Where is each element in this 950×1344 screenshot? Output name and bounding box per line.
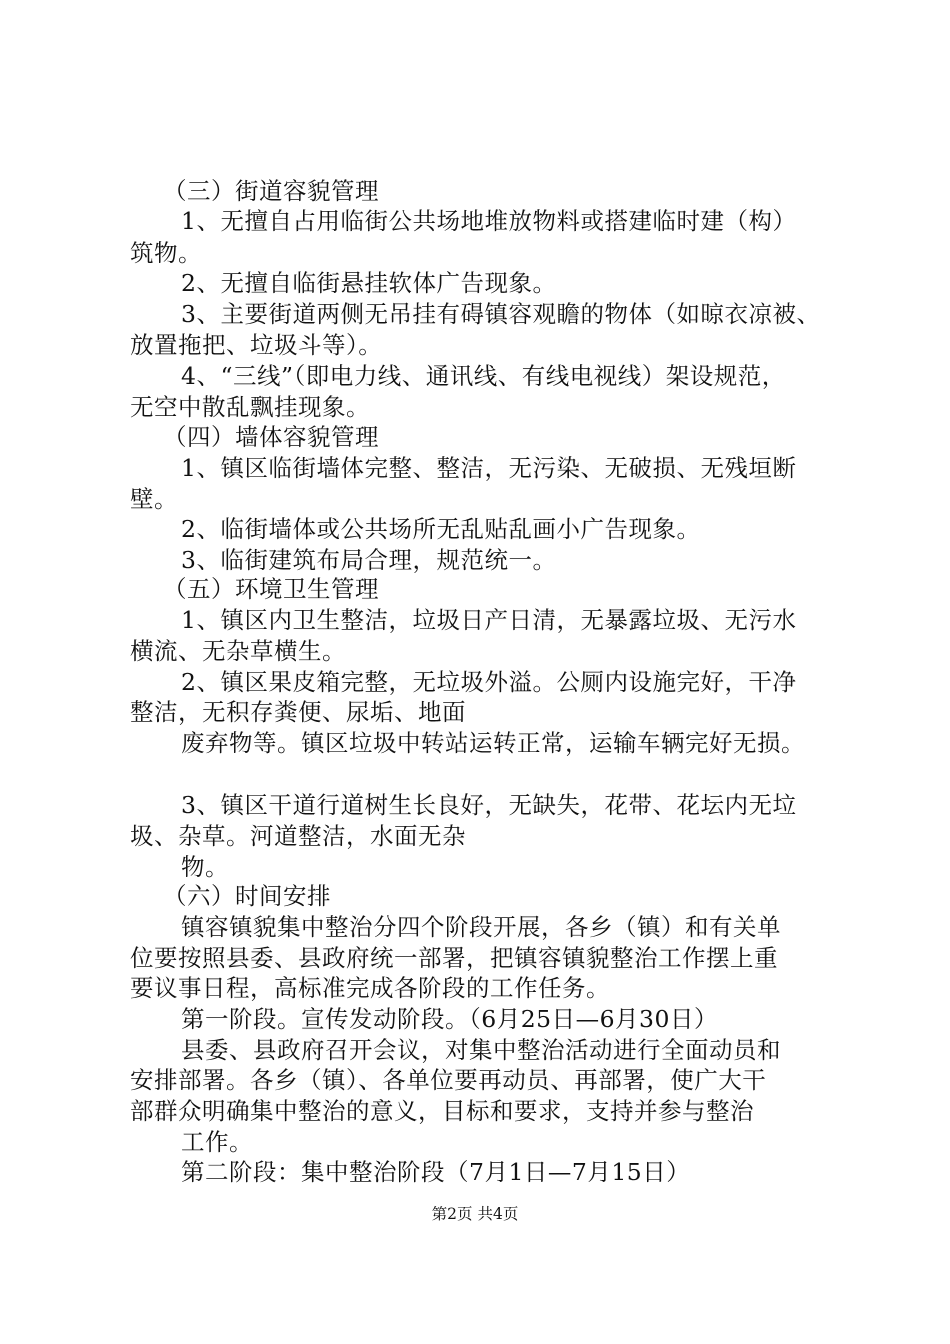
body-line: 第二阶段：集中整治阶段（7月1日—7月15日） [181, 1158, 691, 1186]
body-line: 部群众明确集中整治的意义，目标和要求，支持并参与整治 [130, 1097, 754, 1125]
body-line: 筑物。 [130, 239, 202, 267]
section-heading: （五）环境卫生管理 [163, 575, 379, 603]
body-line: 放置拖把、垃圾斗等）。 [130, 331, 383, 359]
body-line: 安排部署。各乡（镇）、各单位要再动员、再部署，使广大干 [130, 1066, 767, 1094]
body-line: 横流、无杂草横生。 [130, 637, 346, 665]
section-heading: （三）街道容貌管理 [163, 177, 379, 205]
body-line: 无空中散乱飘挂现象。 [130, 393, 370, 421]
body-line: 3、临街建筑布局合理，规范统一。 [181, 546, 557, 574]
body-line: 工作。 [181, 1128, 253, 1156]
body-line: 要议事日程，高标准完成各阶段的工作任务。 [130, 974, 610, 1002]
body-line: 4、“三线”（即电力线、通讯线、有线电视线）架设规范， [181, 362, 786, 390]
body-line: 壁。 [130, 485, 178, 513]
body-line: 2、临街墙体或公共场所无乱贴乱画小广告现象。 [181, 515, 701, 543]
body-line: 位要按照县委、县政府统一部署，把镇容镇貌整治工作摆上重 [130, 944, 778, 972]
body-line: 1、无擅自占用临街公共场地堆放物料或搭建临时建（构） [181, 207, 797, 235]
body-line: 1、镇区内卫生整洁，垃圾日产日清，无暴露垃圾、无污水 [181, 606, 797, 634]
body-line: 整洁，无积存粪便、尿垢、地面 [130, 698, 466, 726]
body-line: 2、镇区果皮箱完整，无垃圾外溢。公厕内设施完好，干净 [181, 668, 797, 696]
body-line: 县委、县政府召开会议，对集中整治活动进行全面动员和 [181, 1036, 781, 1064]
body-line: 物。 [181, 853, 229, 881]
body-line: 1、镇区临街墙体完整、整洁，无污染、无破损、无残垣断 [181, 454, 797, 482]
body-line: 镇容镇貌集中整治分四个阶段开展，各乡（镇）和有关单 [181, 913, 781, 941]
section-heading: （四）墙体容貌管理 [163, 423, 379, 451]
body-line: 3、主要街道两侧无吊挂有碍镇容观瞻的物体（如晾衣凉被、 [181, 300, 821, 328]
body-line: 3、镇区干道行道树生长良好，无缺失，花带、花坛内无垃 [181, 791, 797, 819]
section-heading: （六）时间安排 [163, 882, 331, 910]
body-line: 废弃物等。镇区垃圾中转站运转正常，运输车辆完好无损。 [181, 729, 805, 757]
body-line: 2、无擅自临街悬挂软体广告现象。 [181, 269, 557, 297]
page-footer: 第2页 共4页 [431, 1205, 519, 1223]
body-line: 第一阶段。宣传发动阶段。（6月25日—6月30日） [181, 1005, 718, 1033]
body-line: 圾、杂草。河道整洁，水面无杂 [130, 822, 466, 850]
